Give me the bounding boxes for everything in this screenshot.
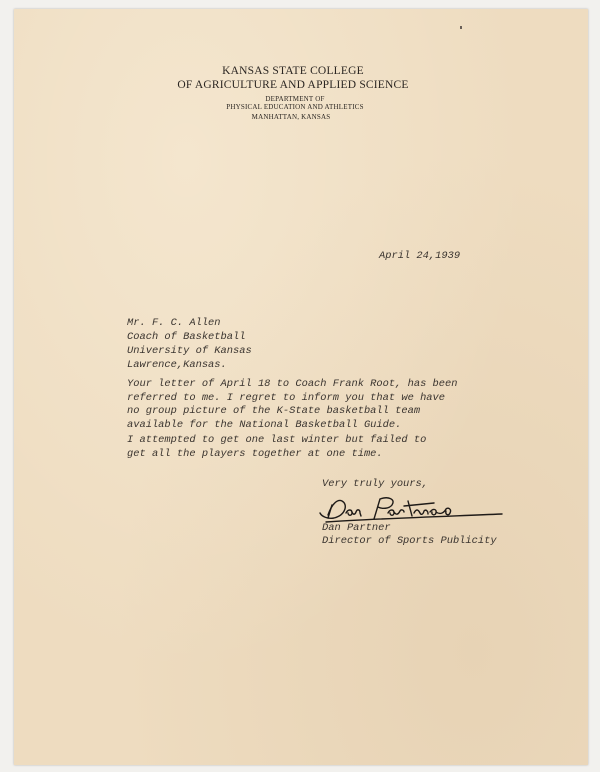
body-line: available for the National Basketball Guide. [127, 418, 402, 431]
letterhead-department: DEPARTMENT OF [265, 95, 325, 103]
address-line: University of Kansas [127, 345, 252, 357]
body-line: no group picture of the K-State basketball team [127, 405, 421, 417]
signer-title: Director of Sports Publicity [322, 535, 497, 547]
letterhead-division: PHYSICAL EDUCATION AND ATHLETICS [226, 103, 364, 111]
closing-salutation: Very truly yours, [322, 478, 429, 490]
corner-mark [460, 26, 462, 29]
body-line: referred to me. I regret to inform you that we have [127, 391, 446, 404]
body-line: Your letter of April 18 to Coach Frank Root, has been [127, 378, 458, 390]
address-line: Coach of Basketball [127, 331, 246, 343]
body-line: get all the players together at one time. [127, 447, 383, 460]
body-paragraph-2 [127, 433, 426, 460]
body-line: I attempted to get one last winter but failed to [127, 434, 427, 446]
letterhead-school: OF AGRICULTURE AND APPLIED SCIENCE [177, 79, 409, 91]
address-line: Mr. F. C. Allen [127, 317, 221, 329]
recipient-address [127, 316, 252, 372]
body-paragraph-1 [127, 377, 457, 431]
letterhead-college: KANSAS STATE COLLEGE [222, 65, 364, 77]
letter-page [14, 9, 588, 765]
letterhead-location: MANHATTAN, KANSAS [251, 113, 331, 121]
address-line: Lawrence,Kansas. [127, 359, 227, 371]
letter-date: April 24,1939 [379, 250, 461, 262]
signer-name: Dan Partner [322, 522, 391, 534]
